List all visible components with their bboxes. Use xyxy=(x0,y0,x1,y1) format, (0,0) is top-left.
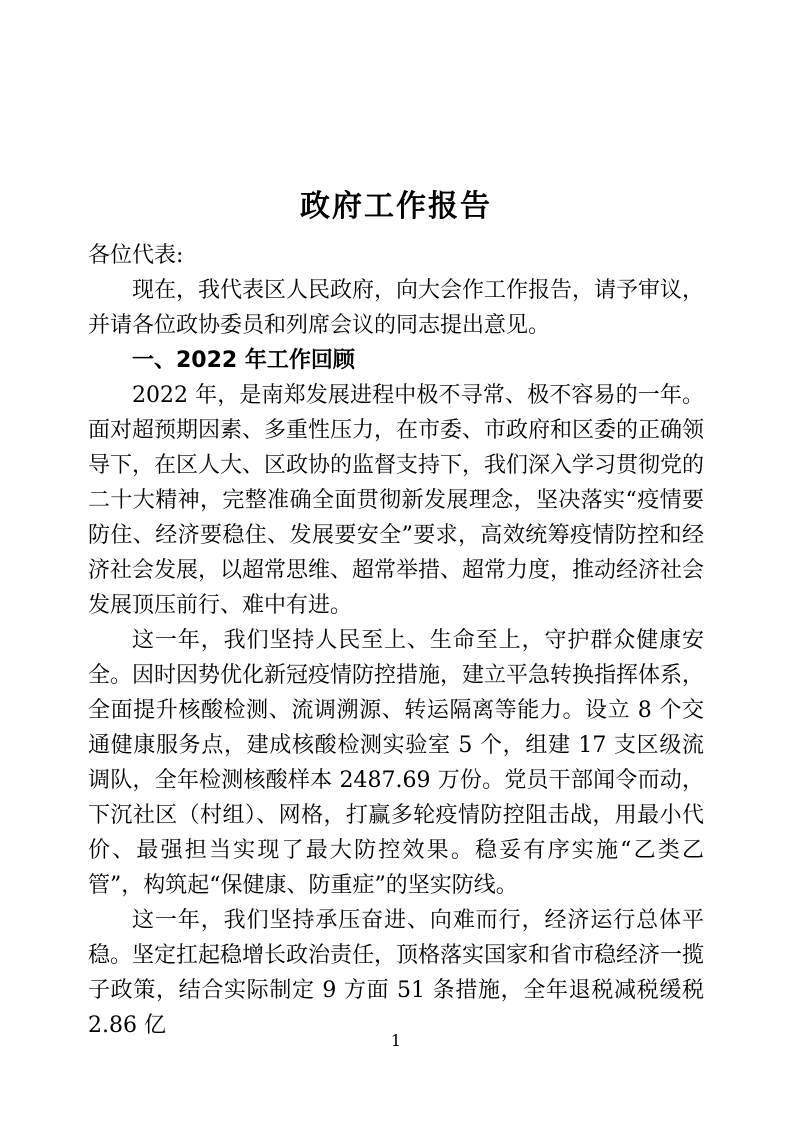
salutation-line: 各位代表: xyxy=(88,243,184,268)
paragraph-introduction: 现在，我代表区人民政府，向大会作工作报告，请予审议，并请各位政协委员和列席会议的同志提出意见。 xyxy=(88,278,705,338)
paragraph-2022-overview: 2022 年，是南郑发展进程中极不寻常、极不容易的一年。面对超预期因素、多重性压力，在市委、市政府和区委的正确领导下，在区人大、区政协的监督支持下，我们深入学习贯彻党的二十大精神，完整准确全面贯彻新发展理念，坚决落实“疫情要防住、经济要稳住、发展要安全”要求，高效统筹疫情防控和经济社会发展，以超常思维、超常举措、超常力度，推动经济社会发展顶压前行、难中有进。 xyxy=(88,383,705,618)
document-content xyxy=(88,186,704,1043)
section-heading-2022-work-review: 一、2022 年工作回顾 xyxy=(132,348,355,373)
page-number: 1 xyxy=(390,1031,402,1050)
paragraph-pandemic-health: 这一年，我们坚持人民至上、生命至上，守护群众健康安全。因时因势优化新冠疫情防控措施，建立平急转换指挥体系，全面提升核酸检测、流调溯源、转运隔离等能力。设立 8 个交通健康服务点，建成核酸检测实验室 5 个，组建 17 支区级流调队，全年检测核酸样本 2487.69 万份。党员干部闻令而动，下沉社区（村组）、网格，打赢多轮疫情防控阻击战，用最小代价、最强担当实现了最大防控效果。稳妥有序实施“乙类乙管”，构筑起“保健康、防重症”的坚实防线。 xyxy=(88,628,705,898)
document-title: 政府工作报告 xyxy=(300,189,492,224)
paragraph-economy: 这一年，我们坚持承压奋进、向难而行，经济运行总体平稳。坚定扛起稳增长政治责任，顶格落实国家和省市稳经济一揽子政策，结合实际制定 9 方面 51 条措施，全年退税减税缓税 2.86 亿 xyxy=(88,908,705,1038)
